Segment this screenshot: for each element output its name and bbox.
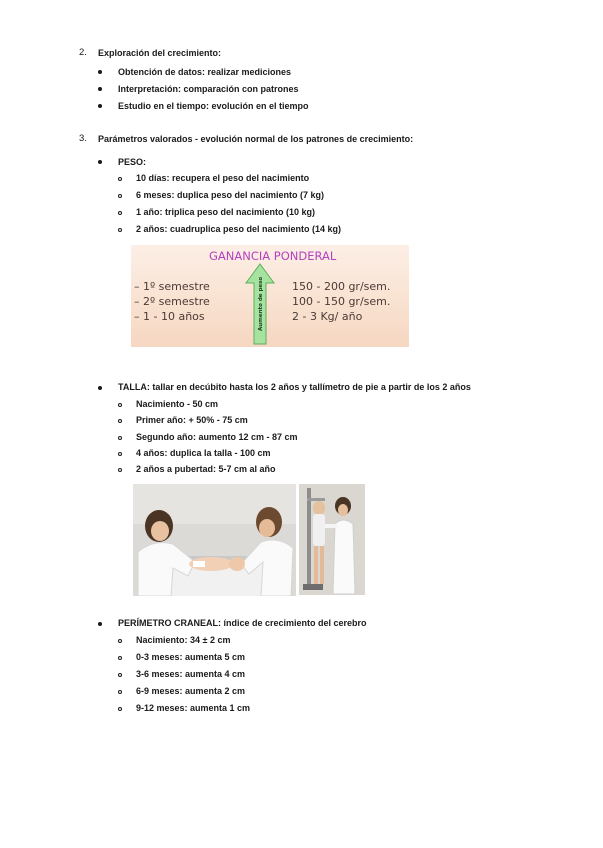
list-item: Nacimiento - 50 cm	[136, 399, 219, 409]
ganancia-value: 2 - 3 Kg/ año	[292, 310, 363, 323]
ganancia-value: 150 - 200 gr/sem.	[292, 280, 391, 293]
ganancia-value: 100 - 150 gr/sem.	[292, 295, 391, 308]
bullet-icon	[98, 622, 102, 626]
list-item: Segundo año: aumento 12 cm - 87 cm	[136, 432, 298, 442]
list-item: 10 días: recupera el peso del nacimiento	[136, 173, 310, 183]
list-item: 0-3 meses: aumenta 5 cm	[136, 652, 246, 662]
arrow-label: Aumento de peso	[258, 276, 264, 331]
section-3-title: Parámetros valorados - evolución normal de los patrones de crecimiento:	[98, 134, 414, 144]
list-item: 9-12 meses: aumenta 1 cm	[136, 703, 251, 713]
bullet-icon	[98, 160, 102, 164]
sub-bullet-icon	[118, 707, 122, 711]
sub-bullet-icon	[118, 639, 122, 643]
list-item: 2 años a pubertad: 5-7 cm al año	[136, 464, 276, 474]
bullet-icon	[98, 87, 102, 91]
sub-bullet-icon	[118, 403, 122, 407]
ganancia-period: – 2º semestre	[134, 295, 210, 308]
peso-heading: PESO:	[118, 157, 147, 167]
list-item: 4 años: duplica la talla - 100 cm	[136, 448, 271, 458]
ganancia-period: – 1 - 10 años	[134, 310, 205, 323]
ganancia-period: – 1º semestre	[134, 280, 210, 293]
section-2-number: 2.	[79, 47, 87, 58]
sub-bullet-icon	[118, 452, 122, 456]
ganancia-title: GANANCIA PONDERAL	[209, 249, 337, 263]
list-item: Obtención de datos: realizar mediciones	[118, 67, 292, 77]
section-3-number: 3.	[79, 133, 87, 144]
list-item: 2 años: cuadruplica peso del nacimiento (14 kg)	[136, 224, 342, 234]
sub-bullet-icon	[118, 211, 122, 215]
list-item: 6-9 meses: aumenta 2 cm	[136, 686, 246, 696]
list-item: 6 meses: duplica peso del nacimiento (7 kg)	[136, 190, 325, 200]
sub-bullet-icon	[118, 673, 122, 677]
list-item: Interpretación: comparación con patrones	[118, 84, 299, 94]
bullet-icon	[98, 386, 102, 390]
sub-bullet-icon	[118, 419, 122, 423]
ganancia-ponderal-image	[131, 245, 409, 347]
sub-bullet-icon	[118, 468, 122, 472]
sub-bullet-icon	[118, 690, 122, 694]
list-item: 1 año: triplica peso del nacimiento (10 kg)	[136, 207, 316, 217]
list-item: Nacimiento: 34 ± 2 cm	[136, 635, 231, 645]
standing-height-measurement-photo	[299, 484, 365, 595]
infant-length-measurement-photo	[133, 484, 296, 596]
list-item: 3-6 meses: aumenta 4 cm	[136, 669, 246, 679]
list-item: Primer año: + 50% - 75 cm	[136, 415, 248, 425]
sub-bullet-icon	[118, 656, 122, 660]
sub-bullet-icon	[118, 436, 122, 440]
perimetro-heading: PERÍMETRO CRANEAL: índice de crecimiento del cerebro	[118, 618, 367, 628]
sub-bullet-icon	[118, 194, 122, 198]
sub-bullet-icon	[118, 177, 122, 181]
bullet-icon	[98, 70, 102, 74]
section-2-title: Exploración del crecimiento:	[98, 48, 222, 58]
sub-bullet-icon	[118, 228, 122, 232]
bullet-icon	[98, 104, 102, 108]
list-item: Estudio en el tiempo: evolución en el tiempo	[118, 101, 309, 111]
talla-heading: TALLA: tallar en decúbito hasta los 2 años y tallímetro de pie a partir de los 2 años	[118, 382, 471, 392]
